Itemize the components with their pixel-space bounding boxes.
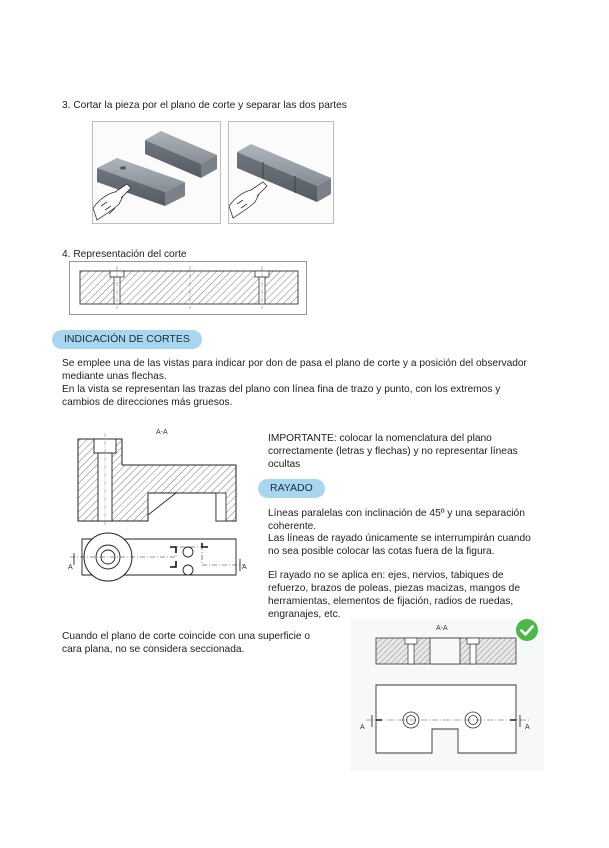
drawing2-right-label: A [525, 724, 530, 731]
photo-cut-piece-section [228, 121, 334, 224]
photo-cut-pieces-separated [92, 121, 221, 224]
rayado-paragraph-3: El rayado no se aplica en: ejes, nervios, tabiques de refuerzo, brazos de poleas, piezas macizas, mangos de herramientas, elementos de fijación, radios de ruedas, engranajes, etc. [268, 570, 520, 620]
hand-saw-icon [93, 184, 131, 220]
drawing2-left-label: A [360, 724, 365, 731]
flat-face-cut-drawing [350, 619, 544, 771]
step3-label: 3. Cortar la pieza por el plano de corte y separar las dos partes [62, 100, 347, 111]
drawing1-arrow-label-right: A [242, 564, 247, 571]
plano-corte-note: Cuando el plano de corte coincide con una superficie o cara plana, no se considera seccionada. [62, 631, 311, 655]
section-header-rayado: RAYADO [258, 479, 325, 498]
section-header-indicacion: INDICACIÓN DE CORTES [52, 330, 202, 349]
drawing1-section-label: A-A [156, 429, 168, 436]
drawing2-section-label: A-A [436, 625, 448, 632]
section-representation-drawing [69, 261, 307, 315]
indicacion-paragraph-1: Se emplee una de las vistas para indicar por don de pasa el plano de corte y a posición del observador mediante unas flechas. [62, 358, 527, 382]
cut-indication-drawing [66, 425, 248, 585]
hand-saw-icon [229, 182, 267, 218]
indicacion-paragraph-2: En la vista se representan las trazas del plano con línea fina de trazo y punto, con los extremos y cambios de direcciones más gruesos. [62, 384, 501, 408]
rayado-paragraph-2: Las líneas de rayado únicamente se interrumpirán cuando no sea posible colocar las cotas fuera de la figura. [268, 533, 531, 557]
importante-note: IMPORTANTE: colocar la nomenclatura del plano correctamente (letras y flechas) y no representar líneas ocultas [268, 433, 518, 470]
drawing1-arrow-label-left: A [68, 564, 73, 571]
check-icon [516, 619, 538, 641]
rayado-paragraph-1: Líneas paralelas con inclinación de 45º y una separación coherente. [268, 508, 525, 532]
step4-label: 4. Representación del corte [62, 249, 187, 260]
